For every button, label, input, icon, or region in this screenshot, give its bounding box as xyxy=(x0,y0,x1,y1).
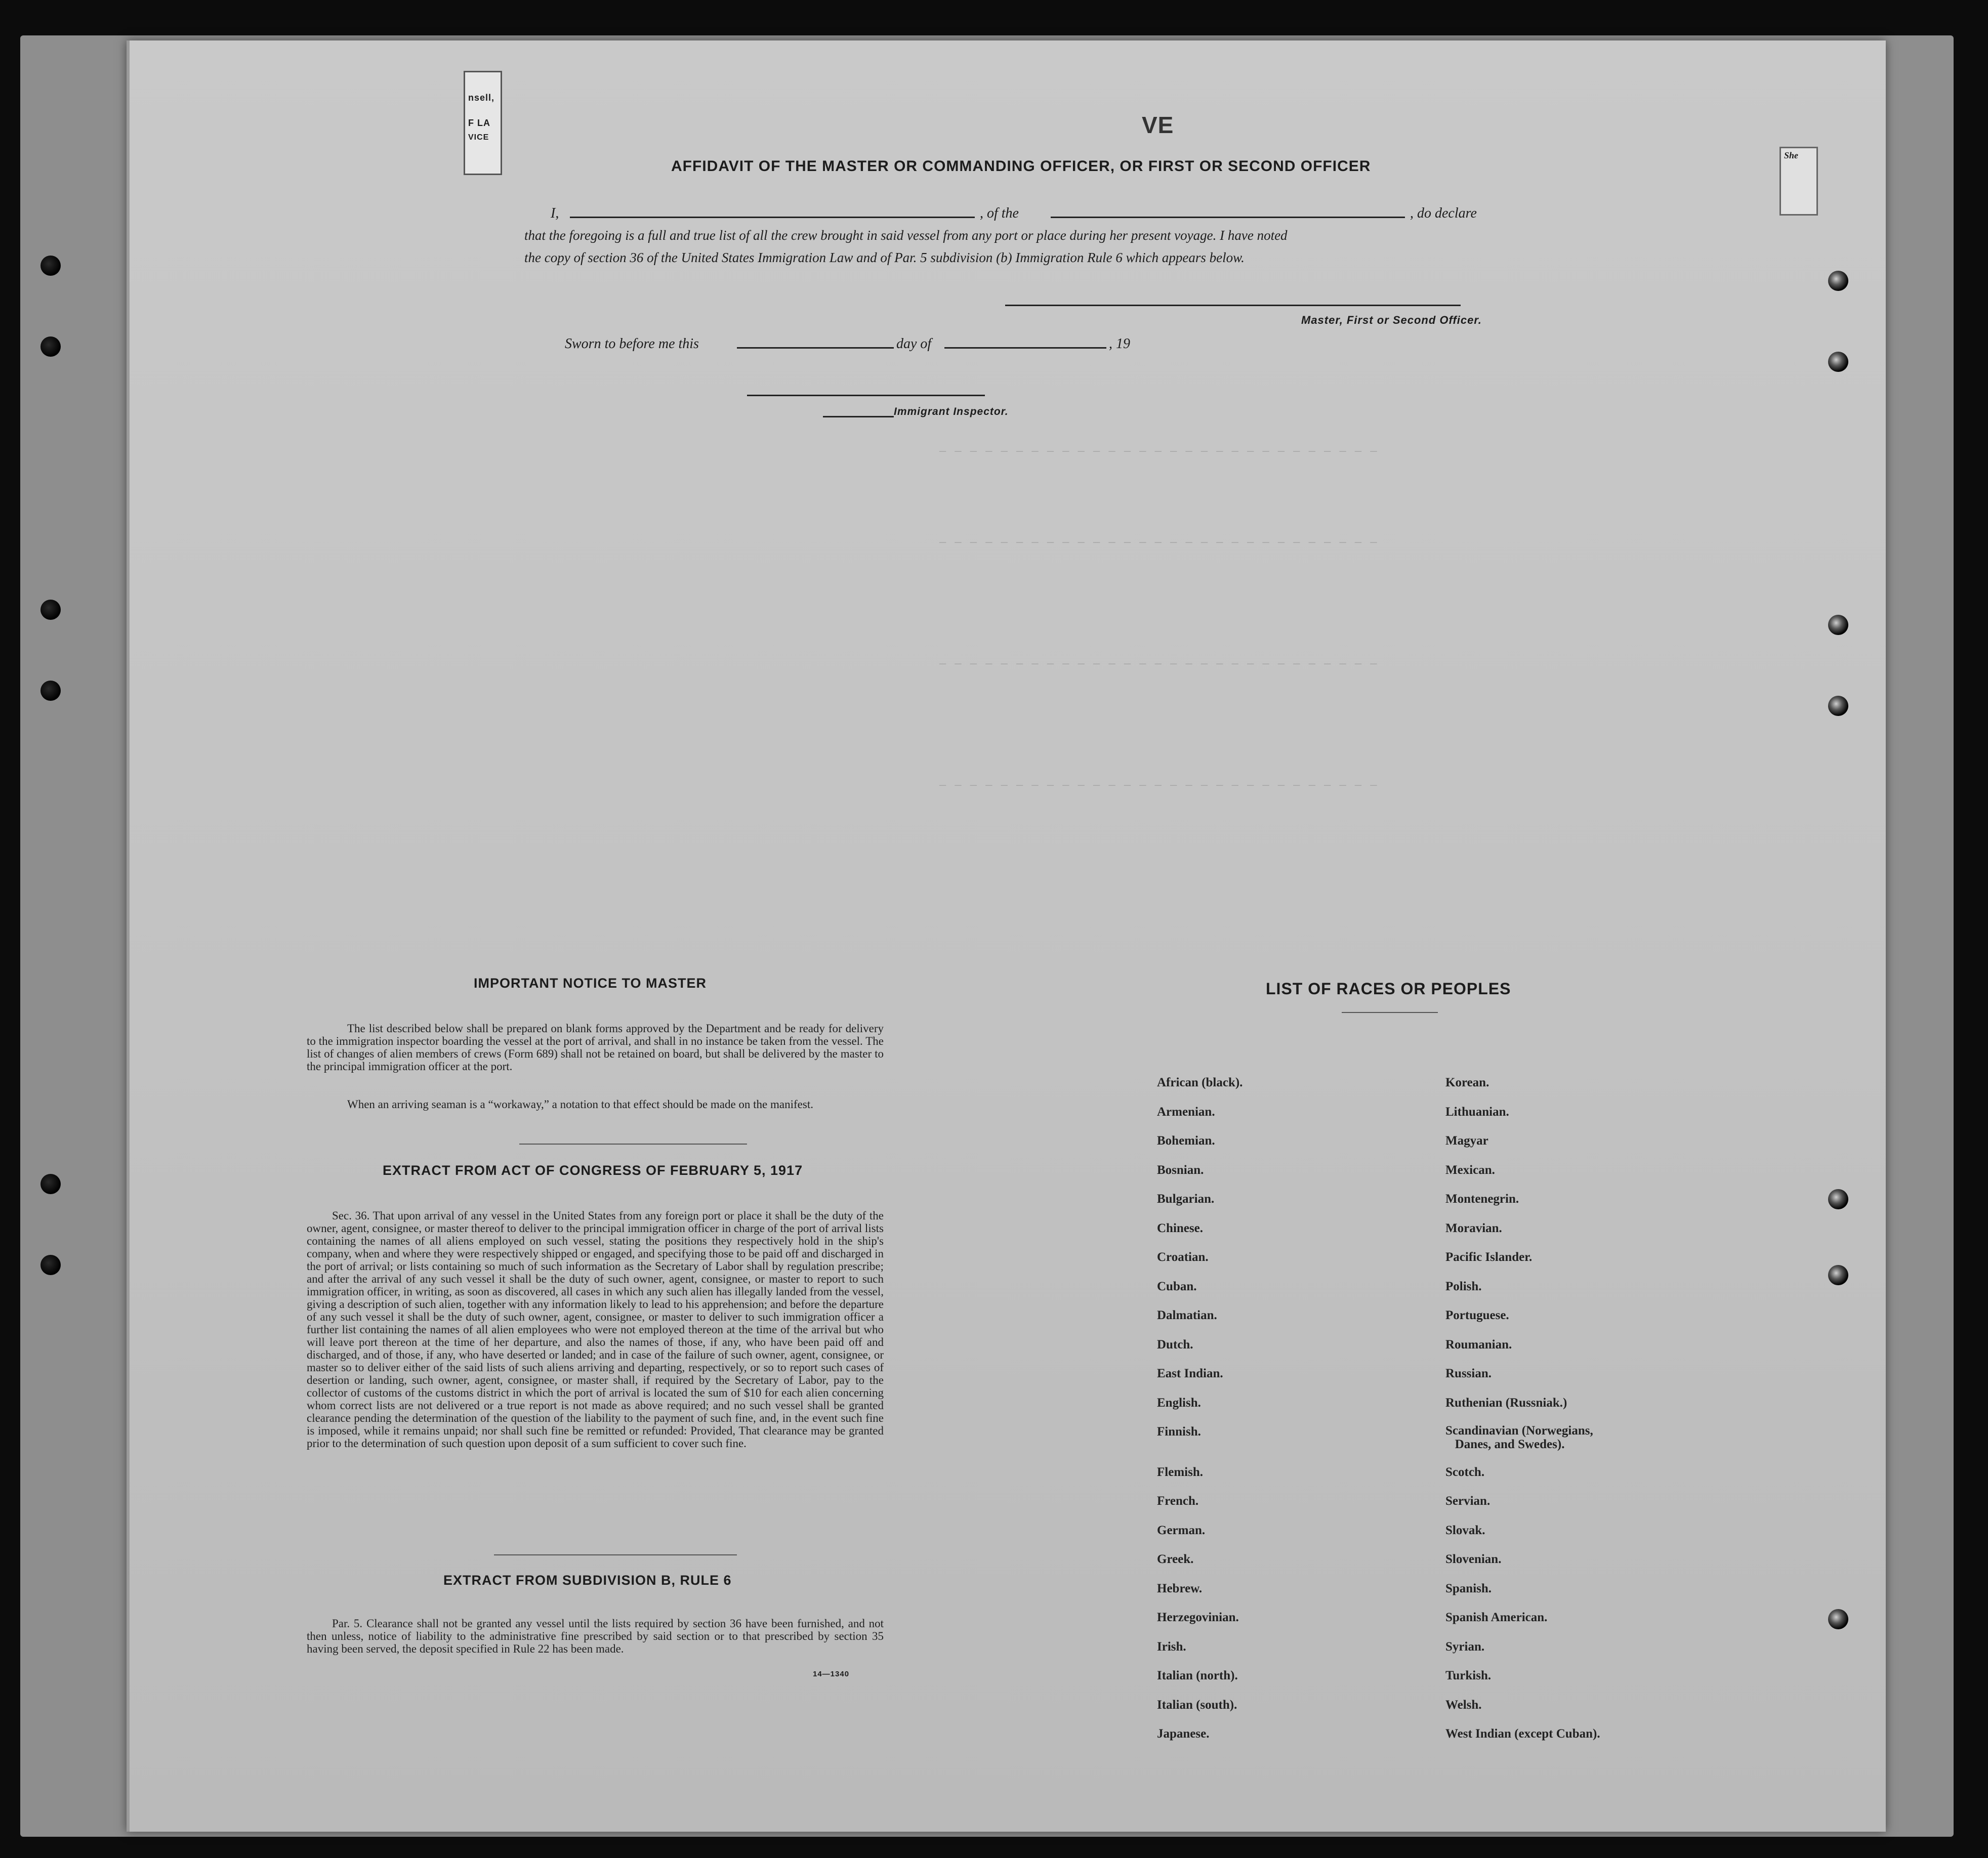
stamp-ghost: VE xyxy=(1142,112,1174,138)
race-item: Italian (south). xyxy=(1157,1698,1237,1712)
binder-hole xyxy=(1828,696,1848,716)
race-item: Spanish American. xyxy=(1445,1611,1548,1624)
race-item: French. xyxy=(1157,1494,1199,1508)
race-item: Bosnian. xyxy=(1157,1163,1204,1177)
inspector-signature-blank[interactable] xyxy=(747,395,985,396)
race-item: Portuguese. xyxy=(1445,1308,1509,1322)
race-item: West Indian (except Cuban). xyxy=(1445,1727,1600,1741)
inspector-dash xyxy=(823,416,894,417)
race-item: Servian. xyxy=(1445,1494,1490,1508)
race-item: Armenian. xyxy=(1157,1105,1215,1119)
ghost-text: — — — — — — — — — — — — — — — — — — — — — — — — — — — — — xyxy=(939,445,1378,458)
race-item: Slovak. xyxy=(1445,1523,1485,1537)
race-item: Montenegrin. xyxy=(1445,1192,1519,1206)
race-item: German. xyxy=(1157,1523,1206,1537)
extract-act-body: Sec. 36. That upon arrival of any vessel in the United States from any foreign port or place it shall be the duty of the owner, agent, consignee, or master thereof to deliver to the principal immigration officer in charge of the port of arrival lists containing the names of all aliens employed on such vessel, stating the positions they respectively hold in the ship's company, when and where they were respectively shipped or engaged, and specifying those to be paid off and discharged in the port of arrival; or lists containing so much of such information as the Secretary of Labor shall by regulation prescribe; and after the arrival of any such vessel it shall be the duty of such owner, agent, consignee, or master to report to such immigration officer, in writing, as soon as discovered, all cases in which any such alien has illegally landed from the vessel, giving a description of such alien, together with any information likely to lead to his apprehension; and before the departure of any such vessel it shall be the duty of such owner, agent, consignee, or master to deliver to such immigration officer a further list containing the names of all alien employees who were not employed thereon at the time of the arrival but who will leave port thereon at the time of her departure, and also the names of those, if any, who have been paid off and discharged, and of those, if any, who have deserted or landed; and in case of the failure of such owner, agent, consignee, or master so to deliver either of the said lists of such aliens arriving and departing, respectively, or so to report such cases of desertion or landing, such owner, agent, consignee, or master shall, if required by the Secretary of Labor, pay to the collector of customs of the customs district in which the port of arrival is located the sum of $10 for each alien concerning whom correct lists are not delivered or a true report is not made as above required; and no such vessel shall be granted clearance pending the determination of the question of the liability to the payment of such fine, and, in the event such fine is imposed, while it remains unpaid; nor shall such fine be remitted or refunded: Provided, That clearance may be granted prior to the determination of such question upon deposit of a sum sufficient to cover such fine. xyxy=(307,1209,884,1450)
right-tab-text: She xyxy=(1784,150,1799,160)
binder-hole xyxy=(1828,271,1848,291)
right-paper-tab xyxy=(1779,147,1818,216)
affidavit-body-1: that the foregoing is a full and true list of all the crew brought in said vessel from any port or place during her present voyage. I have noted xyxy=(524,228,1288,243)
race-item: Russian. xyxy=(1445,1367,1492,1380)
year-prefix: , 19 xyxy=(1109,336,1130,352)
name-blank[interactable] xyxy=(570,217,975,218)
binder-hole xyxy=(1828,1609,1848,1629)
ghost-text: — — — — — — — — — — — — — — — — — — — — — — — — — — — — — xyxy=(939,779,1378,792)
notice-para-2: When an arriving seaman is a “workaway,” a notation to that effect should be made on the manifest. xyxy=(347,1098,813,1111)
race-item: East Indian. xyxy=(1157,1367,1223,1380)
binder-hole xyxy=(40,681,61,701)
tab-line-2: F LA xyxy=(468,118,490,128)
binder-hole xyxy=(1828,1265,1848,1285)
race-item: Cuban. xyxy=(1157,1279,1197,1293)
affidavit-i-label: I, xyxy=(551,205,559,221)
race-item: Finnish. xyxy=(1157,1425,1201,1439)
day-of-label: day of xyxy=(896,336,932,352)
race-item: Hebrew. xyxy=(1157,1581,1203,1595)
binder-hole xyxy=(1828,1189,1848,1209)
binder-hole xyxy=(40,256,61,276)
binder-hole xyxy=(1828,615,1848,635)
race-item: Greek. xyxy=(1157,1552,1194,1566)
sworn-day-blank[interactable] xyxy=(737,347,894,349)
extract-act-title: EXTRACT FROM ACT OF CONGRESS OF FEBRUARY 5, 1917 xyxy=(383,1163,803,1178)
race-item: Polish. xyxy=(1445,1279,1482,1293)
race-item: Chinese. xyxy=(1157,1221,1203,1235)
vessel-blank[interactable] xyxy=(1051,217,1405,218)
race-item: Ruthenian (Russniak.) xyxy=(1445,1396,1567,1410)
race-item: Croatian. xyxy=(1157,1250,1209,1264)
race-item: Herzegovinian. xyxy=(1157,1611,1239,1624)
race-item: Welsh. xyxy=(1445,1698,1482,1712)
paper-tab xyxy=(464,71,502,175)
form-number: 14—1340 xyxy=(813,1670,850,1678)
race-item: Turkish. xyxy=(1445,1669,1492,1682)
race-item: Slovenian. xyxy=(1445,1552,1502,1566)
race-item: Syrian. xyxy=(1445,1639,1485,1654)
tab-line-1: nsell, xyxy=(468,93,495,103)
affidavit-of-the: , of the xyxy=(980,205,1019,221)
race-item: Scotch. xyxy=(1445,1465,1485,1479)
race-item: Magyar xyxy=(1445,1134,1488,1148)
race-item: Bohemian. xyxy=(1157,1134,1215,1148)
divider xyxy=(1342,1012,1438,1013)
race-item: Bulgarian. xyxy=(1157,1192,1215,1206)
race-item: Roumanian. xyxy=(1445,1337,1512,1352)
race-item: Dalmatian. xyxy=(1157,1308,1217,1322)
binder-hole xyxy=(40,1255,61,1275)
master-signature-blank[interactable] xyxy=(1005,305,1461,306)
race-item: Pacific Islander. xyxy=(1445,1250,1533,1264)
tab-line-3: VICE xyxy=(468,133,489,142)
race-item: Mexican. xyxy=(1445,1163,1495,1177)
notice-para-1: The list described below shall be prepared on blank forms approved by the Department and be ready for delivery to the immigration inspector boarding the vessel at the port of arrival, and shall in no instance be taken from the vessel. The list of changes of alien members of crews (Form 689) shall not be retained on board, but shall be delivered by the master to the principal immigration officer at the port. xyxy=(307,1022,884,1073)
race-item: African (black). xyxy=(1157,1076,1243,1089)
manifest-page xyxy=(127,40,1886,1832)
binder-hole xyxy=(1828,352,1848,372)
extract-rule-title: EXTRACT FROM SUBDIVISION B, RULE 6 xyxy=(443,1573,732,1588)
signature-caption: Master, First or Second Officer. xyxy=(1301,314,1482,326)
race-item: Spanish. xyxy=(1445,1581,1492,1595)
affidavit-do-declare: , do declare xyxy=(1410,205,1477,221)
inspector-caption: Immigrant Inspector. xyxy=(894,406,1009,417)
affidavit-body-2: the copy of section 36 of the United States Immigration Law and of Par. 5 subdivision (b) Immigration Rule 6 which appears below. xyxy=(524,250,1245,265)
race-item: Irish. xyxy=(1157,1639,1186,1654)
divider xyxy=(494,1554,737,1555)
divider xyxy=(519,1144,747,1145)
race-item: Moravian. xyxy=(1445,1221,1502,1235)
binder-hole xyxy=(40,600,61,620)
race-item: Korean. xyxy=(1445,1076,1489,1089)
sworn-label: Sworn to before me this xyxy=(565,336,699,352)
ghost-text: — — — — — — — — — — — — — — — — — — — — — — — — — — — — — xyxy=(939,658,1378,670)
extract-rule-body: Par. 5. Clearance shall not be granted any vessel until the lists required by section 36 have been furnished, and not then unless, notice of liability to the administrative fine prescribed by said section or to that prescribed by section 35 having been served, the deposit specified in Rule 22 has been made. xyxy=(307,1617,884,1655)
race-item: Flemish. xyxy=(1157,1465,1203,1479)
binder-hole xyxy=(40,1174,61,1194)
races-title: LIST OF RACES OR PEOPLES xyxy=(1266,980,1511,998)
race-item: Dutch. xyxy=(1157,1337,1193,1352)
affidavit-title: AFFIDAVIT OF THE MASTER OR COMMANDING OFFICER, OR FIRST OR SECOND OFFICER xyxy=(671,158,1371,175)
binder-hole xyxy=(40,336,61,357)
race-item: Italian (north). xyxy=(1157,1669,1238,1682)
sworn-month-blank[interactable] xyxy=(944,347,1106,349)
race-item: Lithuanian. xyxy=(1445,1105,1509,1119)
ghost-text: — — — — — — — — — — — — — — — — — — — — — — — — — — — — — xyxy=(939,536,1378,549)
race-item: Japanese. xyxy=(1157,1727,1210,1741)
race-item: Scandinavian (Norwegians, Danes, and Swedes). xyxy=(1445,1424,1593,1451)
notice-title: IMPORTANT NOTICE TO MASTER xyxy=(474,976,707,991)
race-item: English. xyxy=(1157,1396,1201,1410)
